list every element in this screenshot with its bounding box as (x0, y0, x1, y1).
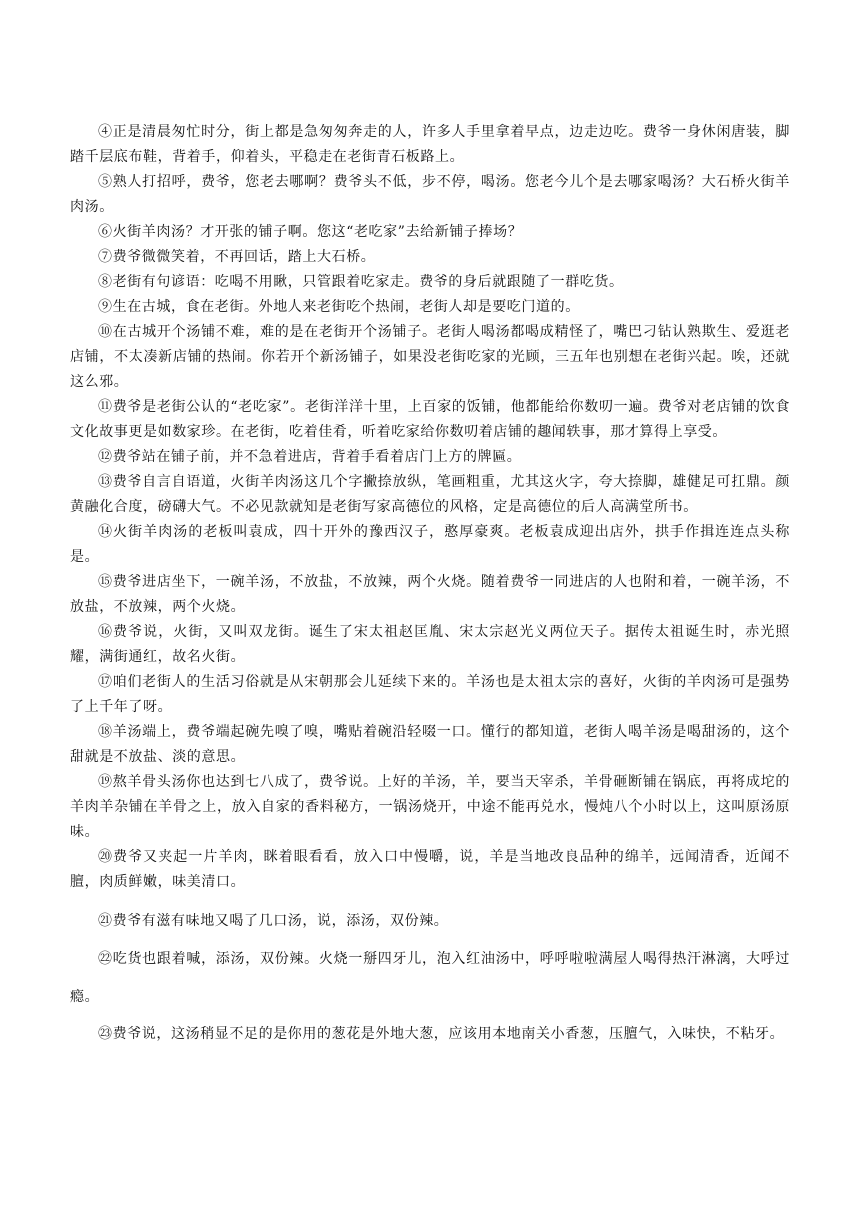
paragraph-21: ㉑费爷有滋有味地又喝了几口汤，说，添汤，双份辣。 (98, 913, 449, 929)
paragraph-18: ⑱羊汤端上，费爷端起碗先嗅了嗅，嘴贴着碗沿轻啜一口。懂行的都知道，老街人喝羊汤是喝甜汤的，这个甜就是不放盐、淡的意思。 (70, 724, 790, 765)
paragraph-22: ㉒吃货也跟着喊，添汤，双份辣。火烧一掰四牙儿，泡入红油汤中，呼呼啦啦满屋人喝得热汗淋漓，大呼过瘾。 (70, 951, 790, 1005)
paragraph-5: ⑤熟人打招呼，费爷，您老去哪啊？费爷头不低，步不停，喝汤。您老今儿个是去哪家喝汤？大石桥火街羊肉汤。 (70, 174, 790, 215)
paragraph-8: ⑧老街有句谚语：吃喝不用瞅，只管跟着吃家走。费爷的身后就跟随了一群吃货。 (98, 274, 624, 290)
paragraph-15: ⑮费爷进店坐下，一碗羊汤，不放盐，不放辣，两个火烧。随着费爷一同进店的人也附和着，一碗羊汤，不放盐，不放辣，两个火烧。 (70, 574, 790, 615)
paragraph-6: ⑥火街羊肉汤？才开张的铺子啊。您这“老吃家”去给新铺子捧场？ (98, 224, 523, 240)
paragraph-4: ④正是清晨匆忙时分，街上都是急匆匆奔走的人，许多人手里拿着早点，边走边吃。费爷一身休闲唐装，脚踏千层底布鞋，背着手，仰着头，平稳走在老街青石板路上。 (70, 124, 790, 165)
paragraph-14: ⑭火街羊肉汤的老板叫袁成，四十开外的豫西汉子，憨厚豪爽。老板袁成迎出店外，拱手作揖连连点头称是。 (70, 524, 790, 565)
paragraph-11: ⑪费爷是老街公认的“老吃家”。老街洋洋十里，上百家的饭铺，他都能给你数叨一遍。费爷对老店铺的饮食文化故事更是如数家珍。在老街，吃着佳肴，听着吃家给你数叨着店铺的趣闻轶事，那才算得上享受。 (70, 399, 790, 440)
paragraph-13: ⑬费爷自言自语道，火街羊肉汤这几个字撇捺放纵，笔画粗重，尤其这火字，夸大捺脚，雄健足可扛鼎。颜黄融化合度，磅礴大气。不必见款就知是老街写家高德位的风格，定是高德位的后人高满堂所书。 (70, 474, 790, 515)
paragraph-16: ⑯费爷说，火街，又叫双龙街。诞生了宋太祖赵匡胤、宋太宗赵光义两位天子。据传太祖诞生时，赤光照耀，满街通红，故名火街。 (70, 624, 790, 665)
paragraph-12: ⑫费爷站在铺子前，并不急着进店，背着手看着店门上方的牌匾。 (98, 449, 522, 465)
paragraph-19: ⑲熬羊骨头汤你也达到七八成了，费爷说。上好的羊汤，羊，要当天宰杀，羊骨砸断铺在锅底，再将成坨的羊肉羊杂铺在羊骨之上，放入自家的香料秘方，一锅汤烧开，中途不能再兑水，慢炖八个小时以上，这叫原汤原味。 (70, 774, 790, 840)
paragraph-9: ⑨生在古城，食在老街。外地人来老街吃个热闹，老街人却是要吃门道的。 (98, 299, 580, 315)
paragraph-17: ⑰咱们老街人的生活习俗就是从宋朝那会儿延续下来的。羊汤也是太祖太宗的喜好，火街的羊肉汤可是强势了上千年了呀。 (70, 674, 790, 715)
paragraph-10: ⑩在古城开个汤铺不难，难的是在老街开个汤铺子。老街人喝汤都喝成精怪了，嘴巴刁钻认熟欺生、爱逛老店铺，不太凑新店铺的热闹。你若开个新汤铺子，如果没老街吃家的光顾，三五年也别想在老街兴起。唉，还就这么邪。 (70, 324, 790, 390)
paragraph-7: ⑦费爷微微笑着，不再回话，踏上大石桥。 (98, 249, 376, 265)
paragraph-20: ⑳费爷又夹起一片羊肉，眯着眼看看，放入口中慢嚼，说，羊是当地改良品种的绵羊，远闻清香，近闻不膻，肉质鲜嫩，味美清口。 (70, 849, 790, 890)
paragraph-23: ㉓费爷说，这汤稍显不足的是你用的葱花是外地大葱，应该用本地南关小香葱，压膻气，入味快，不粘牙。 (98, 1026, 785, 1042)
